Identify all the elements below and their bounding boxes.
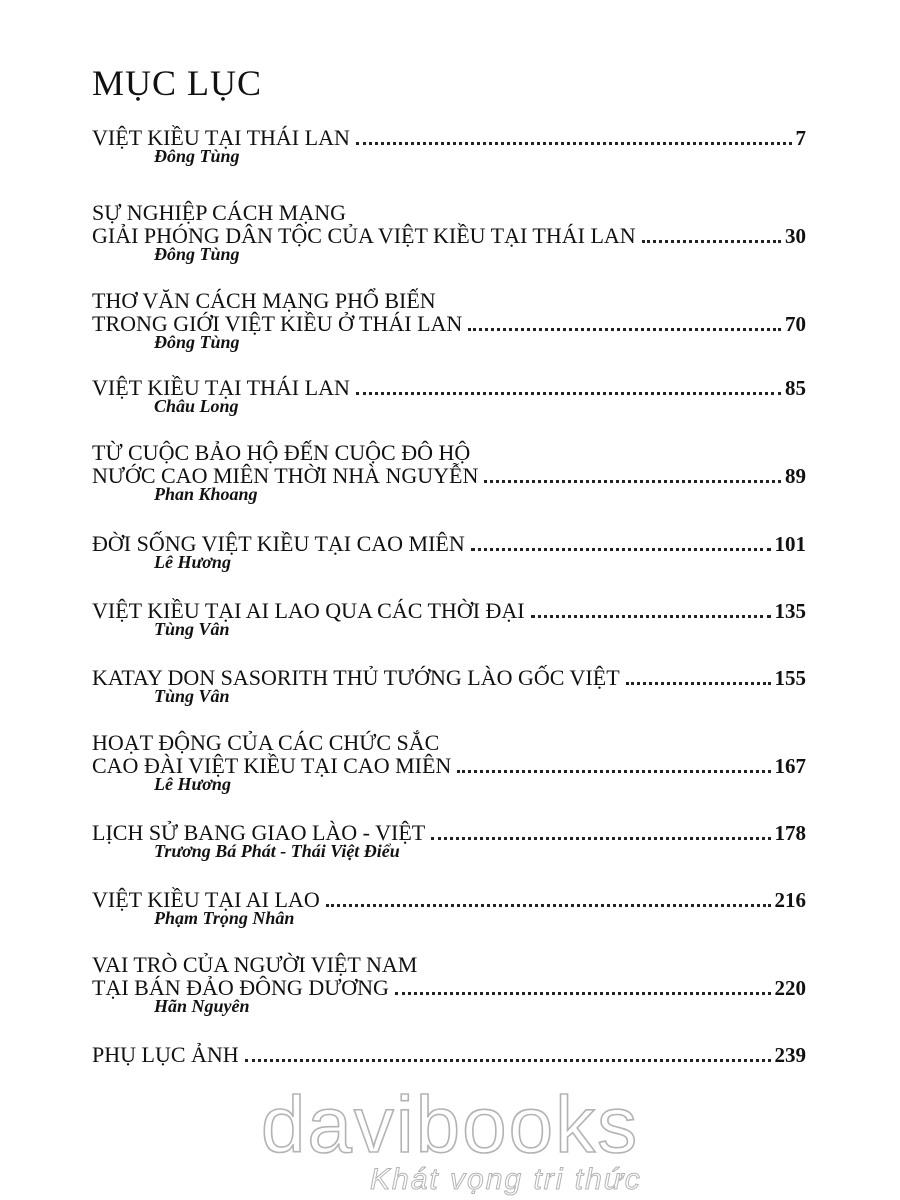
entry-author: Đông Tùng (154, 244, 240, 264)
entry-title-text: PHỤ LỤC ẢNH (92, 1042, 239, 1067)
entry-title-text: CAO ĐÀI VIỆT KIỀU TẠI CAO MIÊN (92, 753, 452, 778)
entry-title-text: TRONG GIỚI VIỆT KIỀU Ở THÁI LAN (92, 311, 463, 336)
dot-leader (642, 240, 781, 243)
entry-author: Trương Bá Phát - Thái Việt Điểu (154, 841, 400, 861)
entry-author: Đông Tùng (154, 332, 240, 352)
entry-page-number: 135 (774, 599, 806, 623)
page-title: MỤC LỤC (92, 63, 263, 103)
entry-title-text: VIỆT KIỀU TẠI AI LAO QUA CÁC THỜI ĐẠI (92, 598, 525, 623)
entry-title-text: KATAY DON SASORITH THỦ TƯỚNG LÀO GỐC VIỆT (92, 665, 620, 690)
dot-leader (626, 682, 771, 685)
entry-author: Châu Long (154, 396, 239, 416)
watermark-tagline: Khát vọng tri thức (370, 1163, 642, 1196)
watermark-brand: davibooks (260, 1080, 640, 1169)
entry-page-number: 89 (785, 464, 806, 488)
entry-page-number: 178 (774, 821, 806, 845)
dot-leader (457, 770, 770, 773)
dot-leader (356, 142, 792, 145)
dot-leader (431, 837, 770, 840)
entry-title-text: VAI TRÒ CỦA NGƯỜI VIỆT NAM (92, 952, 418, 977)
entry-page-number: 220 (774, 976, 806, 1000)
entry-title-text: VIỆT KIỀU TẠI AI LAO (92, 887, 320, 912)
entry-author: Tùng Vân (154, 619, 230, 639)
entry-title-text: NƯỚC CAO MIÊN THỜI NHÀ NGUYỄN (92, 463, 479, 488)
entry-title-text: THƠ VĂN CÁCH MẠNG PHỔ BIẾN (92, 288, 436, 313)
entry-author: Lê Hương (154, 552, 231, 572)
entry-author: Đông Tùng (154, 146, 240, 166)
entry-page-number: 155 (774, 666, 806, 690)
dot-leader (531, 615, 771, 618)
entry-page-number: 85 (785, 376, 806, 400)
dot-leader (471, 548, 771, 551)
dot-leader (468, 328, 781, 331)
entry-page-number: 7 (795, 126, 806, 150)
dot-leader (356, 392, 781, 395)
dot-leader (245, 1059, 771, 1062)
entry-title-text: HOẠT ĐỘNG CỦA CÁC CHỨC SẮC (92, 730, 440, 755)
entry-page-number: 239 (774, 1043, 806, 1067)
entry-title-text: VIỆT KIỀU TẠI THÁI LAN (92, 375, 350, 400)
dot-leader (484, 480, 781, 483)
entry-author: Hãn Nguyên (154, 996, 250, 1016)
entry-title-line (92, 1041, 806, 1067)
entry-title-text: LỊCH SỬ BANG GIAO LÀO - VIỆT (92, 820, 426, 845)
entry-author: Lê Hương (154, 774, 231, 794)
entry-title-text: TỪ CUỘC BẢO HỘ ĐẾN CUỘC ĐÔ HỘ (92, 440, 471, 465)
entry-title-text: VIỆT KIỀU TẠI THÁI LAN (92, 125, 350, 150)
entry-page-number: 216 (774, 888, 806, 912)
entry-title-text: ĐỜI SỐNG VIỆT KIỀU TẠI CAO MIÊN (92, 531, 465, 556)
entry-author: Phan Khoang (154, 484, 258, 504)
dot-leader (395, 992, 771, 995)
entry-page-number: 30 (785, 224, 806, 248)
entry-title-text: SỰ NGHIỆP CÁCH MẠNG (92, 200, 346, 225)
entry-author: Tùng Vân (154, 686, 230, 706)
entry-title-text: TẠI BÁN ĐẢO ĐÔNG DƯƠNG (92, 975, 389, 1000)
entry-page-number: 70 (785, 312, 806, 336)
dot-leader (326, 904, 771, 907)
entry-author: Phạm Trọng Nhân (154, 908, 295, 928)
entry-page-number: 101 (774, 532, 806, 556)
entry-page-number: 167 (774, 754, 806, 778)
entry-title-text: GIẢI PHÓNG DÂN TỘC CỦA VIỆT KIỀU TẠI THÁI LAN (92, 223, 636, 248)
